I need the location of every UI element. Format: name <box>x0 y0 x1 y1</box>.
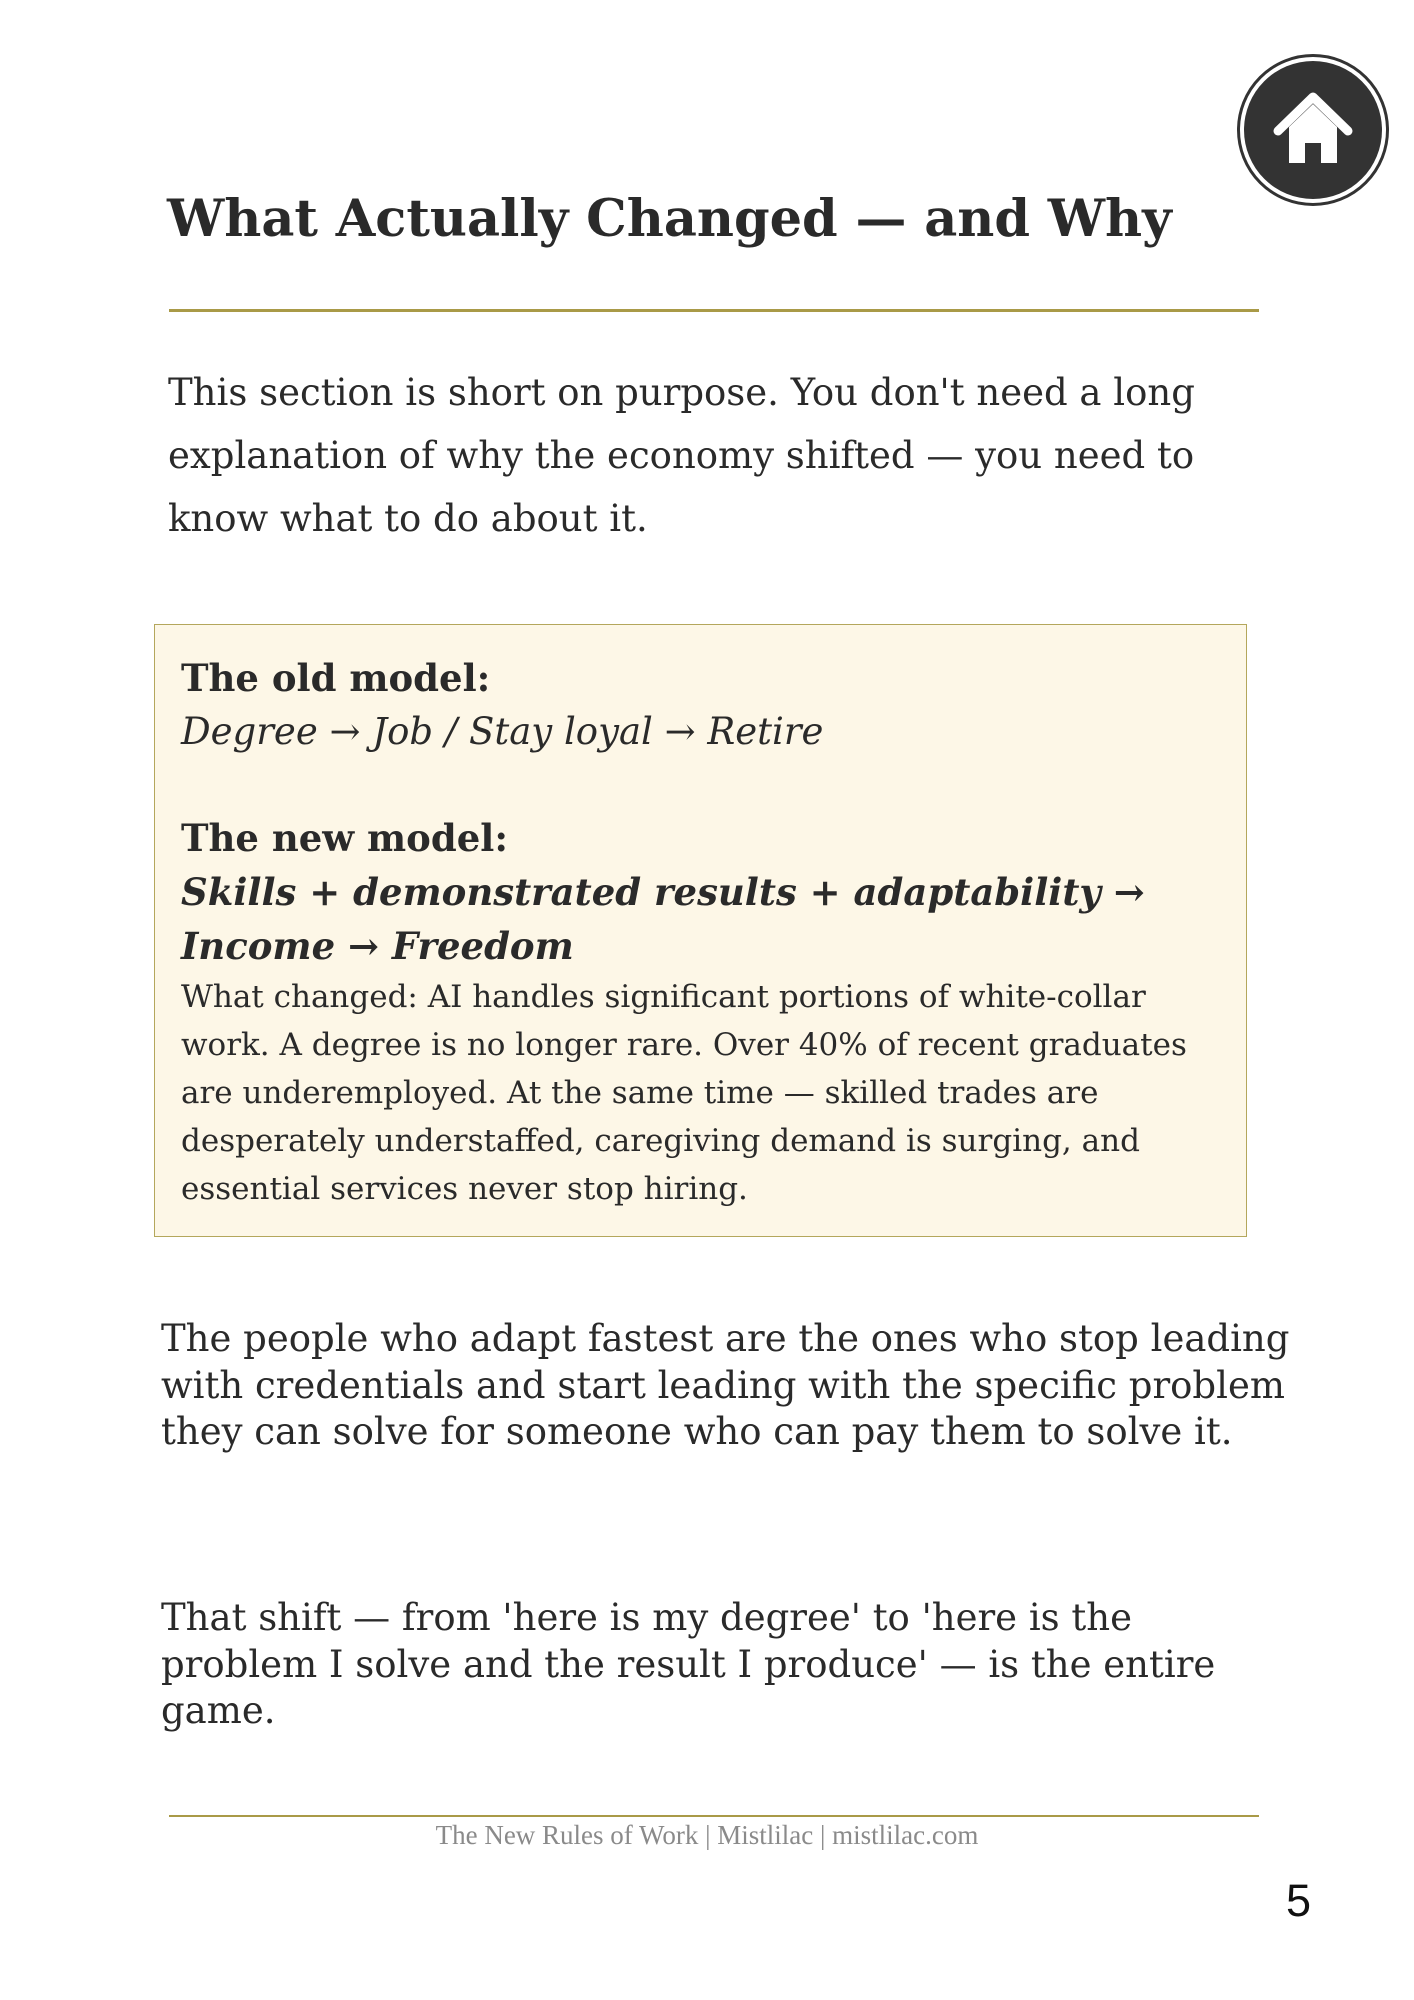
model-comparison-box <box>154 624 1247 1237</box>
home-icon <box>1244 61 1382 199</box>
what-changed-text: What changed: AI handles significant portions of white-collar work. A degree is no longer rare. Over 40% of recent graduates are underemployed. At the same time — skilled trades are desperately understaffed, caregiving demand is surging, and essential services never stop hiring. <box>181 979 1187 1207</box>
body-paragraph-2: That shift — from 'here is my degree' to 'here is the problem I solve and the result I produce' — is the entire game. <box>161 1596 1216 1732</box>
new-model-heading: The new model: <box>181 816 508 860</box>
intro-paragraph: This section is short on purpose. You don't need a long explanation of why the economy shifted — you need to know what to do about it. <box>168 371 1195 540</box>
old-model-heading: The old model: <box>181 656 491 700</box>
body-paragraph-1: The people who adapt fastest are the ones who stop leading with credentials and start leading with the specific problem they can solve for someone who can pay them to solve it. <box>161 1317 1290 1453</box>
old-model-formula: Degree → Job / Stay loyal → Retire <box>181 710 824 753</box>
footer-text: The New Rules of Work | Mistlilac | mistlilac.com <box>435 1820 979 1850</box>
title-divider <box>169 309 1259 312</box>
page-title: What Actually Changed — and Why <box>167 189 1172 249</box>
home-button[interactable] <box>1237 54 1389 206</box>
new-model-formula: Skills + demonstrated results + adaptability → Income → Freedom <box>181 870 1145 968</box>
page-number: 5 <box>1285 1875 1311 1926</box>
